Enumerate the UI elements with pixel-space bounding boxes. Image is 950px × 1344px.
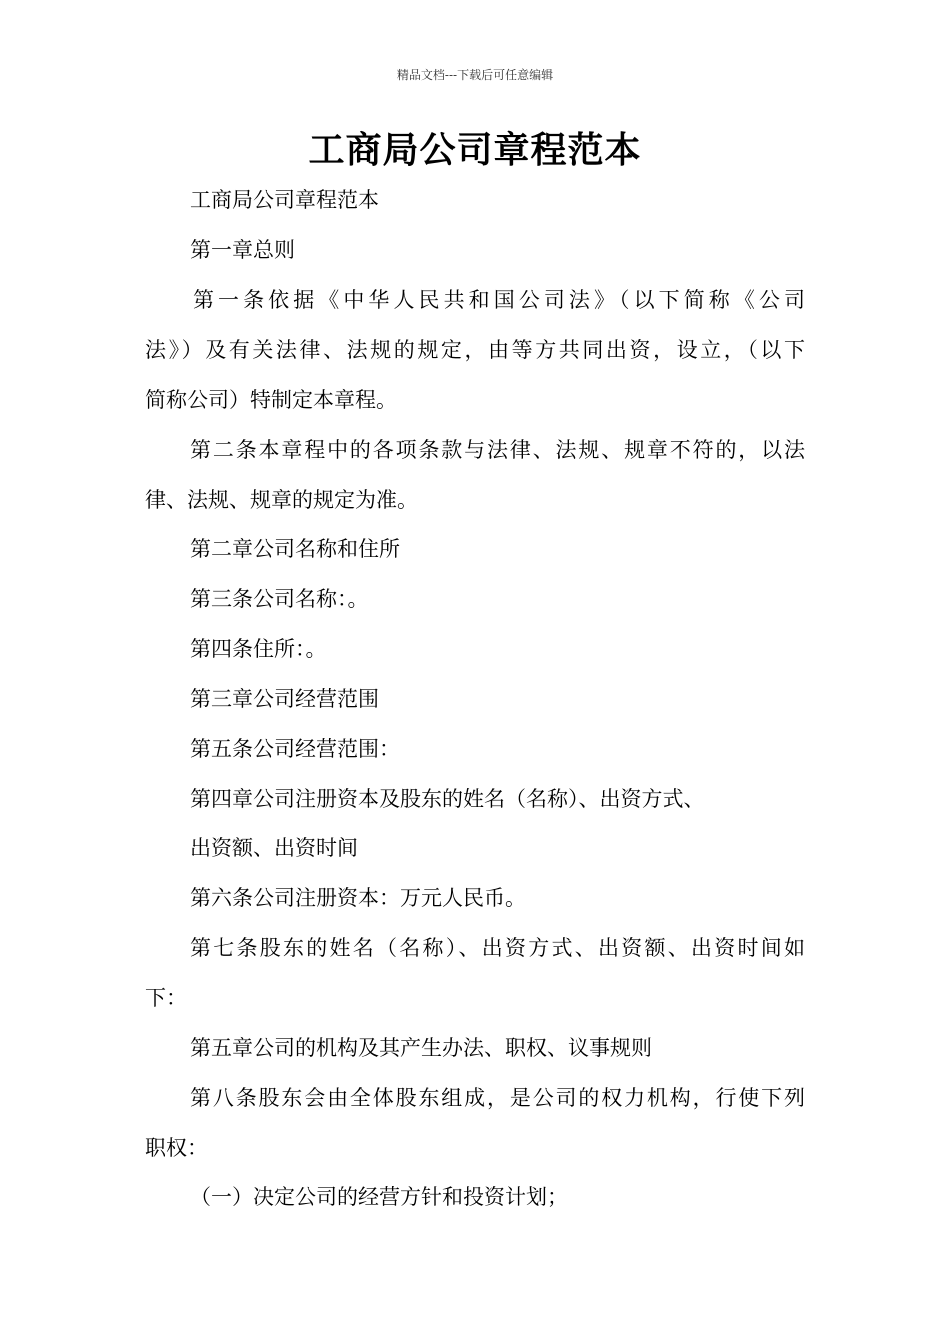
- text-line: 第八条股东会由全体股东组成，是公司的权力机构，行使下列: [190, 1086, 805, 1110]
- text-line: 第七条股东的姓名（名称）、出资方式、出资额、出资时间如: [190, 936, 805, 960]
- chapter-heading: 第二章公司名称和住所: [190, 537, 400, 561]
- text-line: 法》）及有关法律、法规的规定，由等方共同出资，设立，（以下: [145, 338, 805, 362]
- header-note: 精品文档---下载后可任意编辑: [396, 68, 554, 82]
- chapter-heading: 第三章公司经营范围: [190, 687, 379, 711]
- text-line: 第一条依据《中华人民共和国公司法》（以下简称《公司: [193, 288, 805, 312]
- text-line: 简称公司）特制定本章程。: [145, 388, 397, 412]
- text-line: 第三条公司名称：。: [190, 587, 369, 611]
- text-line: 第四条住所：。: [190, 637, 327, 661]
- document-title: 工商局公司章程范本: [308, 130, 642, 171]
- text-line: 工商局公司章程范本: [190, 188, 379, 212]
- chapter-heading: 出资额、出资时间: [190, 836, 358, 860]
- text-line: 职权：: [145, 1136, 208, 1160]
- text-line: （一）决定公司的经营方针和投资计划；: [190, 1185, 568, 1209]
- text-line: 下：: [145, 986, 187, 1010]
- chapter-heading: 第一章总则: [190, 238, 295, 262]
- chapter-heading: 第四章公司注册资本及股东的姓名（名称）、出资方式、: [190, 787, 705, 811]
- text-line: 第二条本章程中的各项条款与法律、法规、规章不符的，以法: [190, 438, 805, 462]
- chapter-heading: 第五章公司的机构及其产生办法、职权、议事规则: [190, 1036, 652, 1060]
- text-line: 第五条公司经营范围：: [190, 737, 400, 761]
- text-line: 第六条公司注册资本：万元人民币。: [190, 886, 526, 910]
- text-line: 律、法规、规章的规定为准。: [145, 488, 418, 512]
